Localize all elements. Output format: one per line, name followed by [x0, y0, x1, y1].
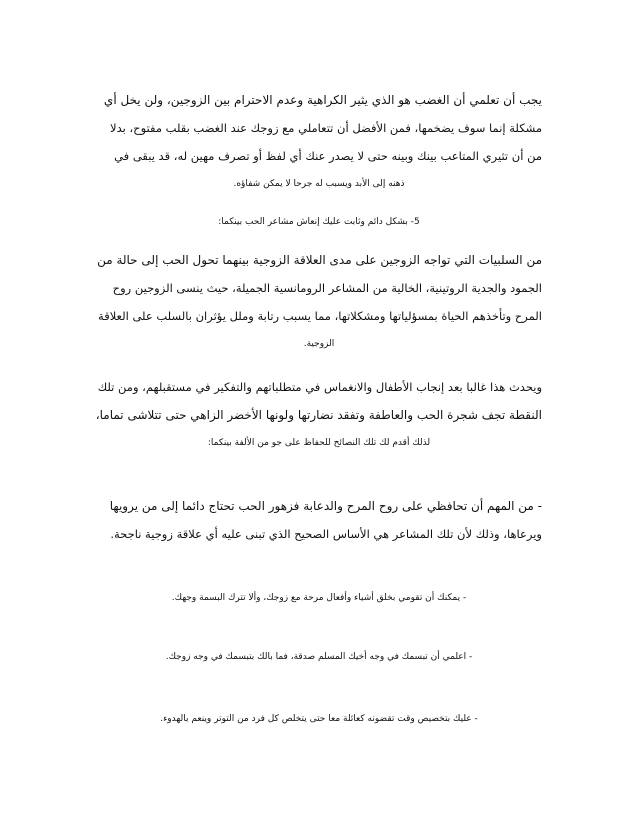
bullet-2: - يمكنك أن تقومي بخلق أشياء وأفعال مرحة مع زوجك، وألا تترك البسمة وجهك.	[171, 593, 467, 603]
bullet-1-line-1: - من المهم أن تحافظي على روح المرح والدعابة فزهور الحب تحتاج دائما إلى من يرويها	[109, 499, 542, 513]
paragraph-2-line-2: الجمود والجدية الروتينية، الخالية من المشاعر الرومانسية الجميلة، حيث ينسى الزوجين روح	[112, 281, 542, 295]
bullet-1-line-2: ويرعاها، وذلك لأن تلك المشاعر هي الأساس الصحيح الذي تبنى عليه أي علاقة زوجية ناجحة.	[110, 527, 542, 541]
paragraph-1-line-2: مشكلة إنما سوف يضخمها، فمن الأفضل أن تتعاملي مع زوجك عند الغضب بقلب مفتوح، بدلا	[110, 121, 542, 135]
paragraph-3-line-1: ويحدث هذا غالبا بعد إنجاب الأطفال والانغماس في متطلباتهم والتفكير في مستقبلهم، ومن تلك	[97, 380, 542, 394]
paragraph-2-line-1: من السلبيات التي تواجه الزوجين على مدى العلاقة الزوجية بينهما تحول الحب إلى حالة من	[97, 253, 542, 267]
paragraph-3-line-2: النقطة تجف شجرة الحب والعاطفة وتفقد نضارتها ولونها الأخضر الزاهي حتى تتلاشى تماما،	[95, 408, 542, 422]
paragraph-3-line-3: لذلك أقدم لك تلك النصائح للحفاظ على جو من الألفة بينكما:	[207, 438, 431, 448]
paragraph-2-line-3: المرح وتأخذهم الحياة بمسؤلياتها ومشكلاتها، مما يسبب رتابة وملل يؤثران بالسلب على العلاقة	[98, 309, 542, 323]
paragraph-2-line-4: الزوجية.	[303, 339, 335, 349]
paragraph-1-line-4: ذهنه إلى الأبد ويسبب له جرحا لا يمكن شفاؤه.	[233, 179, 405, 189]
bullet-3: - اعلمي أن تبسمك في وجه أخيك المسلم صدقة، فما بالك بتبسمك في وجه زوجك.	[165, 652, 473, 662]
paragraph-1-line-3: من أن تثيري المتاعب بينك وبينه حتى لا يصدر عنك أي لفظ أو تصرف مهين له، قد يبقى في	[114, 149, 542, 163]
paragraph-1-line-1: يجب أن تعلمي أن الغضب هو الذي يثير الكراهية وعدم الاحترام بين الزوجين، ولن يخل أي	[103, 93, 542, 107]
bullet-4: - عليك بتخصيص وقت تقضونه كعائلة معا حتى يتخلص كل فرد من التوتر وينعم بالهدوء.	[160, 714, 478, 724]
section-heading-5: 5- بشكل دائم وثابت عليك إنعاش مشاعر الحب بينكما:	[218, 217, 420, 227]
